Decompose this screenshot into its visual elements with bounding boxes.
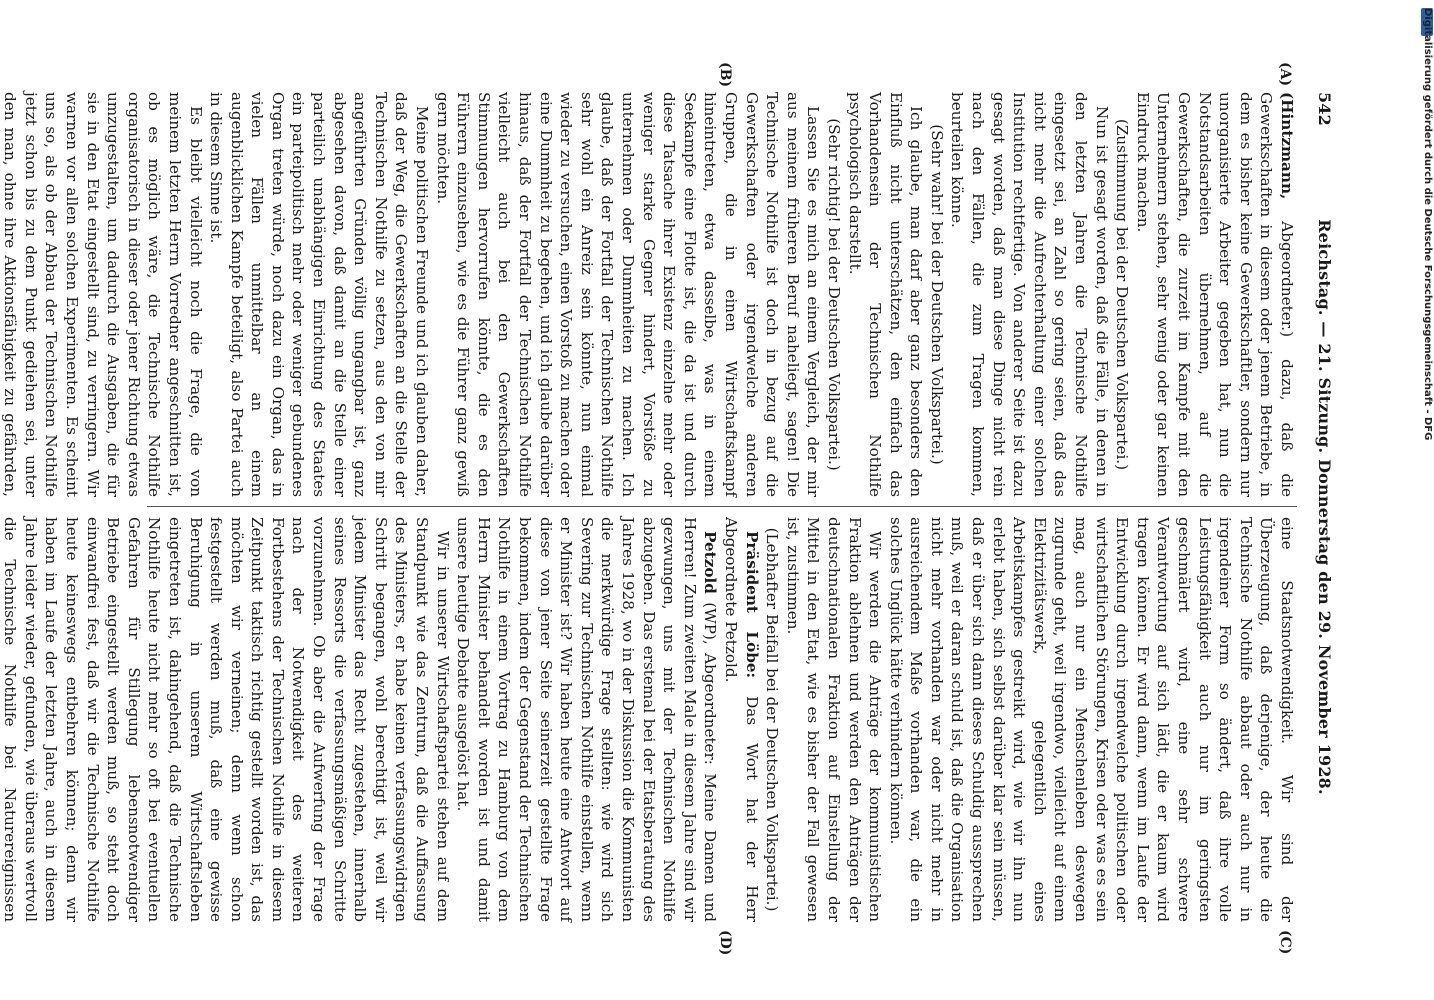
paragraph-text: Wir werden die Anträge der kommunistischen Fraktion ablehnen und werden den Anträgen der deutschnationalen Fraktion auf Einstellung der Mittel in den Etat, wie es bisher der Fall gewesen ist, zustimmen. xyxy=(783,517,885,922)
speaker-name: Präsident Löbe: xyxy=(742,531,761,679)
margin-marker-a: (A) xyxy=(1277,62,1293,87)
paragraph-text: (Lebhafter Beifall bei der Deutschen Volkspartei.) xyxy=(763,527,782,912)
page-header xyxy=(1311,92,1337,922)
paragraph xyxy=(782,517,885,922)
page-number: 542 xyxy=(1315,92,1334,126)
paragraph-text: (WP), Abgeordneter: Meine Damen und Herren! Zum zweiten Male in diesem Jahre sind wir gezwungen, uns mit der Technischen Nothilfe abzugeben. Das erstemal bei der Etatsberatung des Jahres 1928, wo in der Diskussion die Kommunisten die merkwürdige Frage stellten: wie wird sich Severing zur Technischen Nothilfe einstellen, wenn er Minister ist? Wir haben heute eine Antwort auf diese von jener Seite seinerzeit gestellte Frage bekommen, indem der Gegenstand der Technischen Nothilfe in einem Vortrag zu Hamburg von dem Herrn Minister behandelt worden ist und damit unsere heutige Debatte ausgelöst hat. xyxy=(454,517,720,922)
speaker-name: Petzold xyxy=(701,531,720,594)
paragraph-text: (Sehr richtig! bei der Deutschen Volkspartei.) xyxy=(824,118,843,471)
document-page xyxy=(1,62,1337,956)
paragraph-text: eine Staatsnotwendigkeit. Wir sind der Überzeugung, daß derjenige, der heute die Technische Nothilfe abbaut oder auch nur in irgendeiner Form so ändert, daß ihre volle Leistungsfähigkeit auch nur im geringsten geschmälert wird, eine sehr schwere Verantwortung auf sich lädt, die er kaum wird tragen können. Er wird dann, wenn im Laufe der Entwicklung durch irgendwelche politischen oder wirtschaftlichen Störungen, Krisen oder was es sein mag, auch nur ein Menschenleben deswegen zugrunde geht, weil irgendwo, vielleicht auf einem Elektrizitätswerk, gelegentlich eines Arbeitskampfes gestreikt wird, wie wir ihn nun erlebt haben, sich selbst darüber klar sein müssen, daß er über sich dann dieses Schuldig aussprechen muß, weil er daran schuld ist, daß die Organisation nicht mehr vorhanden war oder nicht mehr in ausreichendem Maße vorhanden war, die ein solches Unglück hätte verhindern können. xyxy=(886,517,1296,922)
margin-marker-b: (B) xyxy=(717,62,733,88)
right-column xyxy=(1,517,1297,922)
column-divider xyxy=(147,506,1297,507)
interjection xyxy=(926,92,947,497)
paragraph xyxy=(206,92,433,497)
paragraph xyxy=(1132,92,1297,497)
margin-marker-d: (D) xyxy=(717,930,733,956)
interjection xyxy=(762,517,783,922)
paragraph xyxy=(844,92,926,497)
paragraph xyxy=(720,517,761,922)
speaker-name: (Hintzmann, xyxy=(1278,92,1296,200)
digitization-credit xyxy=(1421,8,1433,868)
paragraph-text: Meine politischen Freunde und ich glauben daher, daß der Weg, die Gewerkschaften an die Stelle der Technischen Nothilfe zu setzen, aus den von mir angeführten Gründen völlig ungangbar ist, ganz abgesehen davon, daß damit an die Stelle einer parteilich unabhängigen Einrichtung des Staates ein parteipolitisch mehr oder weniger gebundenes Organ treten würde, noch dazu ein Organ, das in vielen Fällen unmittelbar an einem augenblicklichen Kampfe beteiligt, also Partei auch in diesem Sinne ist. xyxy=(207,92,432,497)
left-column xyxy=(1,92,1297,497)
paragraph-text: Nun ist gesagt worden, daß die Fälle, in denen in den letzten Jahren die Technische Nothilfe eingesetzt sei, an Zahl so gering seien, daß das nicht mehr die Aufrechterhaltung einer solchen Institution rechtfertige. Von anderer Seite ist dazu gesagt worden, daß man diese Dinge nicht rein nach den Fällen, die zum Tragen kommen, beurteilen könne. xyxy=(948,92,1111,497)
paragraph xyxy=(947,92,1112,497)
paragraph xyxy=(453,517,721,922)
paragraph xyxy=(432,92,823,497)
paragraph xyxy=(0,92,206,497)
interjection xyxy=(823,92,844,497)
running-title: Reichstag. — 21. Sitzung. Donnerstag den 29. November 1928. xyxy=(1315,219,1334,795)
paragraph-text: Es bleibt vielleicht noch die Frage, die von meinem letzten Herrn Vorredner angeschnitten ist, ob es möglich wäre, die Technische Nothilfe organisatorisch in dieser oder jener Richtung etwas umzugestalten, um dadurch die Ausgaben, die für sie in den Etat eingestellt sind, zu verringern. Wir warnen vor allen solchen Experimenten. Es scheint uns so, als ob der Abbau der Technischen Nothilfe jetzt schon bis zu dem Punkt gediehen sei, unter den man, ohne ihre Aktionsfähigkeit zu gefährden, xyxy=(1,92,205,497)
paragraph-text: (Zustimmung bei der Deutschen Volkspartei.) xyxy=(1113,118,1132,471)
paragraph xyxy=(885,517,1297,922)
paragraph-text: Das Wort hat der Herr Abgeordnete Petzold. xyxy=(721,517,761,922)
paragraph-text: (Sehr wahr! bei der Deutschen Volkspartei.) xyxy=(927,124,946,465)
paragraph-text: Ich glaube, man darf aber ganz besonders den Einfluß nicht unterschätzen, den einfach das Vorhandensein der Technischen Nothilfe psychologisch darstellt. xyxy=(845,92,926,497)
interjection xyxy=(1112,92,1133,497)
digitization-credit-text: Digitalisierung gefördert durch die Deutsche Forschungsgemeinschaft - DFG xyxy=(1422,8,1433,441)
paragraph-text: Abgeordneter.) dazu, daß die Gewerkschaften in diesem oder jenem Betriebe, in dem es bisher keine Gewerkschaftler, sondern nur unorganisierte Arbeiter gegeben hat, nun die Notstandsarbeiten übernehmen, auf die Gewerkschaften, die zurzeit im Kampfe mit den Unternehmern stehen, sehr wenig oder gar keinen Eindruck machen. xyxy=(1133,92,1296,497)
margin-marker-c: (C) xyxy=(1277,930,1293,955)
paragraph xyxy=(0,517,453,922)
paragraph-text: Wir in unserer Wirtschaftspartei stehen auf dem Standpunkt wie das Zentrum, daß die Auffassung des Ministers, er habe keinen verfassungswidrigen Schritt begangen, wohl berechtigt ist, weil wir jedem Minister das Recht zugestehen, innerhalb seines Ressorts die verfassungsmäßigen Schritte vorzunehmen. Ob aber die Aufwerfung der Frage nach der Notwendigkeit des weiteren Fortbestehens der Technischen Nothilfe in diesem Zeitpunkt taktisch richtig gestellt worden ist, das möchten wir verneinen; denn wenn schon festgestellt werden muß, daß eine gewisse Beruhigung in unserem Wirtschaftsleben eingetreten ist, dahingehend, daß die Technische Nothilfe heute nicht mehr so oft bei eventuellen Gefahren für Stillegung lebensnotwendiger Betriebe eingestellt werden muß, so steht doch einwandfrei fest, daß wir die Technische Nothilfe heute keineswegs entbehren können; denn wir haben im Laufe der letzten Jahre, auch in diesem Jahre leider wieder, gefunden, wie überaus wertvoll die Technische Nothilfe bei Naturereignissen xyxy=(1,517,452,922)
paragraph-text: Lassen Sie es mich an einem Vergleich, der mir aus meinem früheren Beruf naheliegt, sagen! Die Technische Nothilfe ist doch in bezug auf die Gewerkschaften oder irgendwelche anderen Gruppen, die in einen Wirtschaftskampf hineintreten, etwa dasselbe, was in einem Seekampfe eine Flotte ist, die da ist und durch diese Tatsache ihrer Existenz einzelne mehr oder weniger starke Gegner hindert, Vorstöße zu unternehmen oder Dummheiten zu machen. Ich glaube, daß der Fortfall der Technischen Nothilfe sehr wohl ein Anreiz sein könnte, nun einmal wieder zu versuchen, einen Vorstoß zu machen oder eine Dummheit zu begehen, und ich glaube darüber hinaus, daß der Fortfall der Technischen Nothilfe vielleicht auch bei den Gewerkschaften Stimmungen hervorrufen könnte, die es den Führern einzusehen, wie es die Führer ganz gewiß gern möchten. xyxy=(433,92,823,497)
